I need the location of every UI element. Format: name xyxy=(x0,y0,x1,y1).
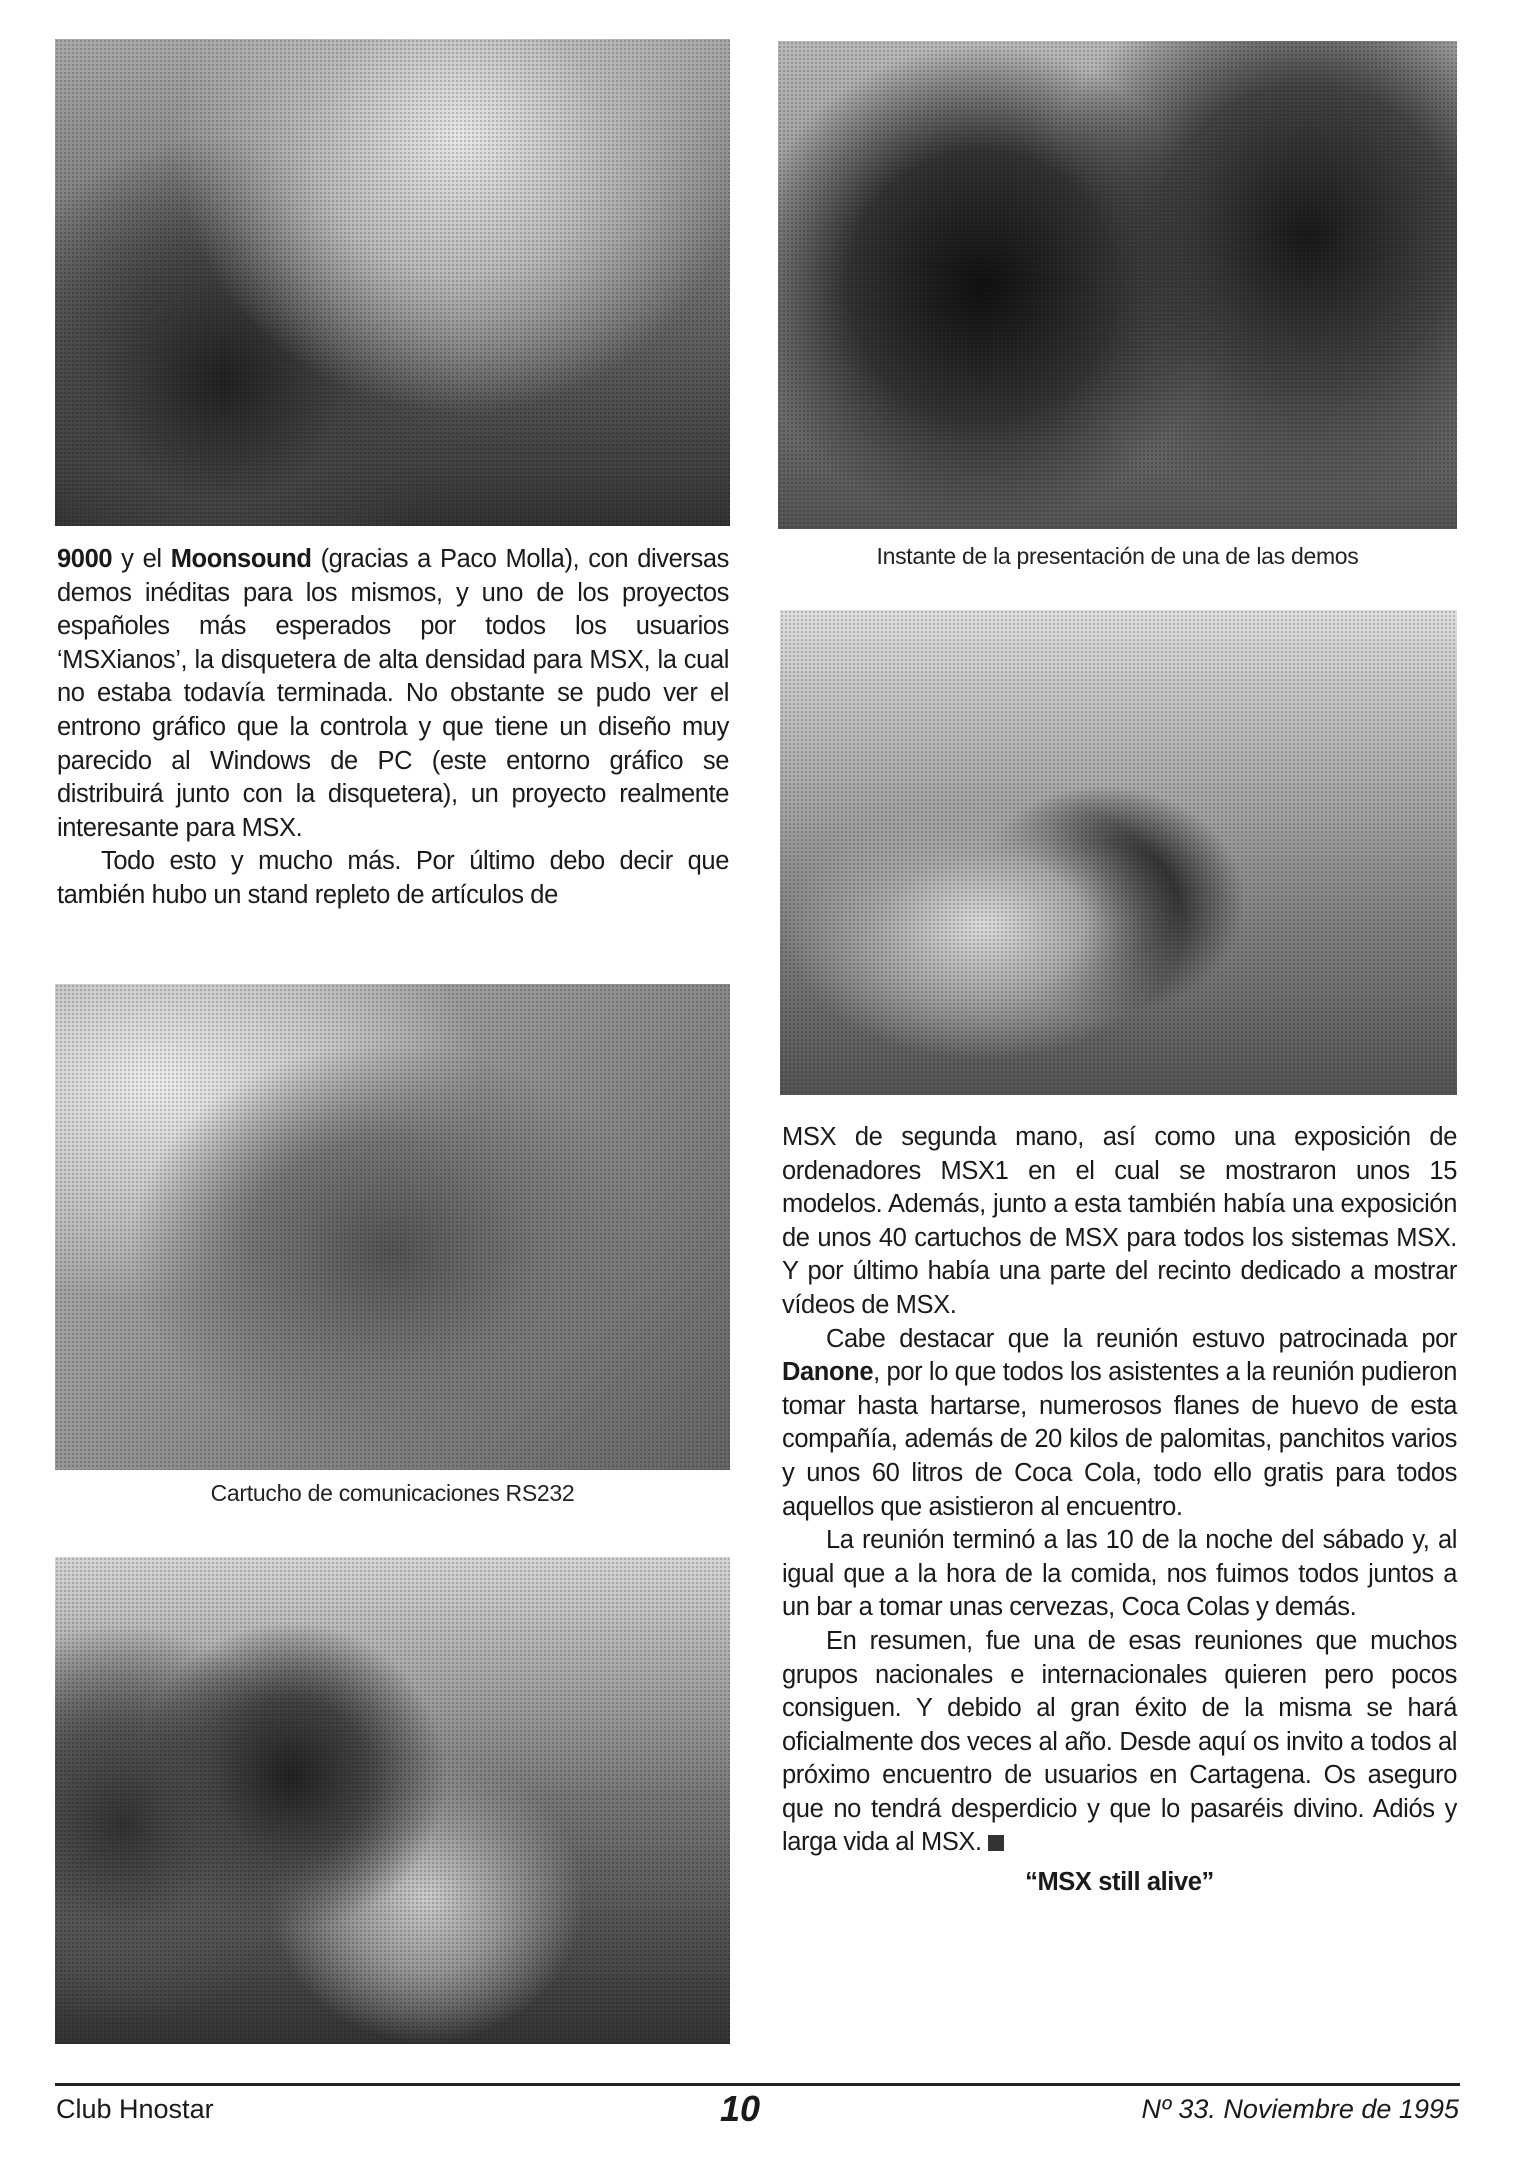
demo-presentation-photo xyxy=(778,41,1457,529)
paragraph xyxy=(57,543,729,845)
photo-caption: Cartucho de comunicaciones RS232 xyxy=(210,1480,575,1506)
bold-term: Moonsound xyxy=(170,545,312,573)
paragraph: MSX de segunda mano, así como una exposición de ordenadores MSX1 en el cual se mostraron unos 15 modelos. Además, junto a esta también había una exposición de unos 40 cartuchos de MSX para todos los sistemas MSX. Y por último había una parte del recinto dedicado a mostrar vídeos de MSX. xyxy=(782,1123,1457,1319)
text-run: (gracias a Paco Molla), con diversas demos inéditas para los mismos, y uno de los proyectos españoles más esperados por todos los usuarios ‘MSXianos’, la disquetera de alta densidad para MSX, la cual no estaba todavía terminada. No obstante se pudo ver el entrono gráfico que la controla y que tiene un diseño muy parecido al Windows de PC (este entorno gráfico se distribuirá junto con la disquetera), un proyecto realmente interesante para MSX. xyxy=(57,545,729,842)
page-number: 10 xyxy=(720,2088,761,2129)
photo-caption: Instante de la presentación de una de las demos xyxy=(876,543,1359,569)
attendees-photo xyxy=(55,1557,730,2044)
right-column-text xyxy=(782,1121,1457,1900)
paragraph: Todo esto y mucho más. Por último debo decir que también hubo un stand repleto de artículos de xyxy=(57,847,729,909)
paragraph xyxy=(782,1323,1457,1525)
paragraph xyxy=(782,1625,1457,1860)
magazine-name: Club Hnostar xyxy=(56,2094,214,2124)
footer-rule xyxy=(55,2083,1460,2086)
issue-info: Nº 33. Noviembre de 1995 xyxy=(1141,2094,1459,2124)
event-audience-photo xyxy=(55,39,730,526)
text-run: En resumen, fue una de esas reuniones que muchos grupos nacionales e internacionales quieren pero pocos consiguen. Y debido al gran éxito de la misma se hará oficialmente dos veces al año. Desde aquí os invito a todos al próximo encuentro de usuarios en Cartagena. Os aseguro que no tendrá desperdicio y que lo pasaréis divino. Adiós y larga vida al MSX. xyxy=(782,1626,1457,1857)
bold-term: 9000 xyxy=(57,545,113,573)
text-run: , por lo que todos los asistentes a la reunión pudieron tomar hasta hartarse, numerosos flanes de huevo de esta compañía, además de 20 kilos de palomitas, panchitos varios y unos 60 litros de Coca Cola, todo ello gratis para todos aquellos que asistieron al encuentro. xyxy=(782,1358,1457,1521)
end-mark-icon xyxy=(988,1835,1004,1851)
left-column-text xyxy=(57,543,729,913)
text-run: Cabe destacar que la reunión estuvo patrocinada por xyxy=(826,1324,1457,1353)
paragraph: La reunión terminó a las 10 de la noche del sábado y, al igual que a la hora de la comida, nos fuimos todos juntos a un bar a tomar unas cervezas, Coca Colas y demás. xyxy=(782,1526,1457,1622)
stand-photo xyxy=(780,610,1457,1095)
signature: “MSX still alive” xyxy=(1025,1868,1214,1897)
bold-term: Danone xyxy=(782,1358,874,1387)
cartridge-photo xyxy=(55,984,730,1470)
text-run: y el xyxy=(112,545,171,573)
